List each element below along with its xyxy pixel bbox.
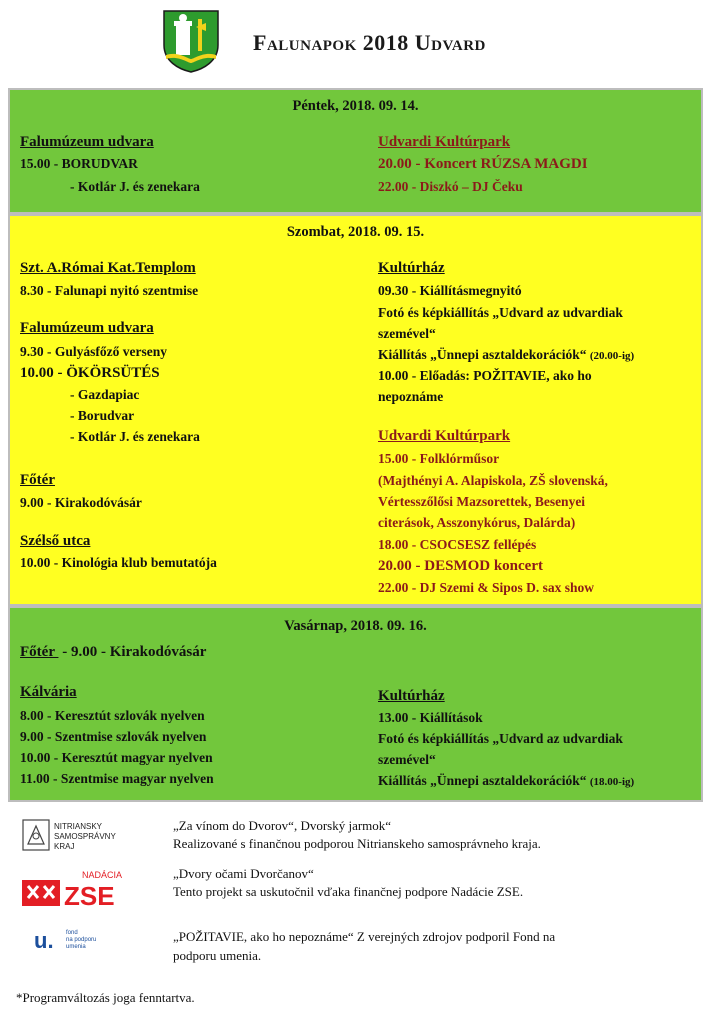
footer-p2-title: „Dvory očami Dvorčanov“ [173, 866, 314, 881]
friday-right-venue: Udvardi Kultúrpark [378, 134, 511, 150]
saturday-left-venue2: Falumúzeum udvara [20, 320, 154, 336]
saturday-right-v2-line7: 22.00 - DJ Szemi & Sipos D. sax show [378, 580, 595, 595]
saturday-right-v2-line5: 18.00 - CSOCSESZ fellépés [378, 537, 537, 552]
saturday-left-v2-line1: 9.30 - Gulyásfőző verseny [20, 344, 167, 359]
sunday-fo-venue: Főtér [20, 644, 59, 660]
sunday-left-line3: 10.00 - Keresztút magyar nyelven [20, 750, 213, 765]
sunday-left-venue: Kálvária [20, 684, 77, 700]
saturday-right-v2-line6: 20.00 - DESMOD koncert [378, 558, 543, 574]
footer-p1-title: „Za vínom do Dvorov“, Dvorský jarmok“ [173, 818, 392, 833]
footer-p3-line2: podporu umenia. [173, 948, 262, 963]
page-title: Falunapok 2018 Udvard [253, 30, 486, 55]
saturday-left-v2-line5: - Kotlár J. és zenekara [70, 429, 200, 444]
friday-left-line2: - Kotlár J. és zenekara [70, 179, 200, 194]
friday-date: Péntek, 2018. 09. 14. [292, 98, 419, 114]
sunday-right-line3: szemével“ [378, 752, 436, 767]
svg-text:umenia: umenia [66, 944, 86, 950]
sunday-date: Vasárnap, 2018. 09. 16. [284, 618, 427, 634]
saturday-left-venue3: Főtér [20, 472, 55, 488]
friday-panel [8, 88, 703, 214]
saturday-right-v2-line4: citerások, Asszonykórus, Dalárda) [378, 515, 576, 530]
sunday-left-line2: 9.00 - Szentmise szlovák nyelven [20, 729, 207, 744]
sunday-panel [8, 606, 703, 802]
saturday-right-v1-line2: Fotó és képkiállítás „Udvard az udvardiak [378, 305, 623, 320]
footer-p2-text: Tento projekt sa uskutočnil vďaka finančnej podpore Nadácie ZSE. [173, 884, 524, 899]
saturday-right-v2-line2: (Majthényi A. Alapiskola, ZŠ slovenská, [378, 473, 608, 488]
footer-p1-text: Realizované s finančnou podporou Nitrianskeho samosprávneho kraja. [173, 836, 541, 851]
sunday-right-line2: Fotó és képkiállítás „Udvard az udvardiak [378, 731, 623, 746]
svg-text:NITRIANSKY: NITRIANSKY [54, 822, 103, 831]
saturday-right-venue1: Kultúrház [378, 260, 445, 276]
fond-na-podporu-umenia-logo [34, 926, 114, 952]
saturday-date: Szombat, 2018. 09. 15. [286, 224, 425, 240]
svg-text:na podporu: na podporu [66, 937, 97, 943]
svg-text:u.: u. [34, 928, 54, 952]
friday-left-venue: Falumúzeum udvara [20, 134, 154, 150]
saturday-right-v1-line1: 09.30 - Kiállításmegnyitó [378, 283, 522, 298]
sunday-fo-line: Főtér - 9.00 - Kirakodóvásár [20, 644, 207, 660]
saturday-left-venue1: Szt. A.Római Kat.Templom [20, 260, 196, 276]
saturday-right-venue2: Udvardi Kultúrpark [378, 428, 511, 444]
saturday-left-venue4: Szélső utca [20, 533, 91, 549]
nitriansky-kraj-logo [22, 818, 130, 854]
saturday-left-v3-line1: 9.00 - Kirakodóvásár [20, 495, 142, 510]
footer-note: *Programváltozás joga fenntartva. [16, 990, 195, 1005]
friday-left-line1: 15.00 - BORUDVAR [20, 156, 138, 171]
saturday-right-v1-line4: Kiállítás „Ünnepi asztaldekorációk“ (20.00-ig) [378, 347, 635, 362]
footer-p3-line1: „POŽITAVIE, ako ho nepoznáme“ Z verejných zdrojov podporil Fond na [173, 929, 556, 944]
svg-text:NADÁCIA: NADÁCIA [82, 870, 122, 880]
nadacia-zse-logo [22, 868, 122, 908]
friday-right-line1: 20.00 - Koncert RÚZSA MAGDI [378, 156, 588, 172]
saturday-right-v1-line6: nepoznáme [378, 389, 444, 404]
saturday-right-v1-line3: szemével“ [378, 326, 436, 341]
svg-text:fond: fond [66, 930, 78, 936]
svg-text:SAMOSPRÁVNY: SAMOSPRÁVNY [54, 832, 116, 841]
saturday-left-v4-line1: 10.00 - Kinológia klub bemutatója [20, 555, 217, 570]
saturday-left-v2-line4: - Borudvar [70, 408, 135, 423]
friday-right-line2: 22.00 - Diszkó – DJ Čeku [378, 179, 523, 194]
saturday-left-v2-line3: - Gazdapiac [70, 387, 140, 402]
sunday-right-line1: 13.00 - Kiállítások [378, 710, 483, 725]
village-crest-icon [162, 9, 220, 73]
sunday-right-line4: Kiállítás „Ünnepi asztaldekorációk“ (18.00-ig) [378, 773, 635, 788]
svg-text:ZSE: ZSE [64, 881, 115, 908]
sunday-left-line1: 8.00 - Keresztút szlovák nyelven [20, 708, 205, 723]
sunday-right-venue: Kultúrház [378, 688, 445, 704]
saturday-panel [8, 214, 703, 606]
saturday-right-v1-line5: 10.00 - Előadás: POŽITAVIE, ako ho [378, 368, 592, 383]
saturday-left-v1-line1: 8.30 - Falunapi nyitó szentmise [20, 283, 199, 298]
saturday-right-v2-line1: 15.00 - Folklórműsor [378, 451, 500, 466]
sunday-left-line4: 11.00 - Szentmise magyar nyelven [20, 771, 214, 786]
svg-text:KRAJ: KRAJ [54, 842, 75, 851]
saturday-right-v2-line3: Vértesszőlősi Mazsorettek, Besenyei [378, 494, 586, 509]
saturday-left-v2-line2: 10.00 - ÖKÖRSÜTÉS [20, 365, 160, 381]
